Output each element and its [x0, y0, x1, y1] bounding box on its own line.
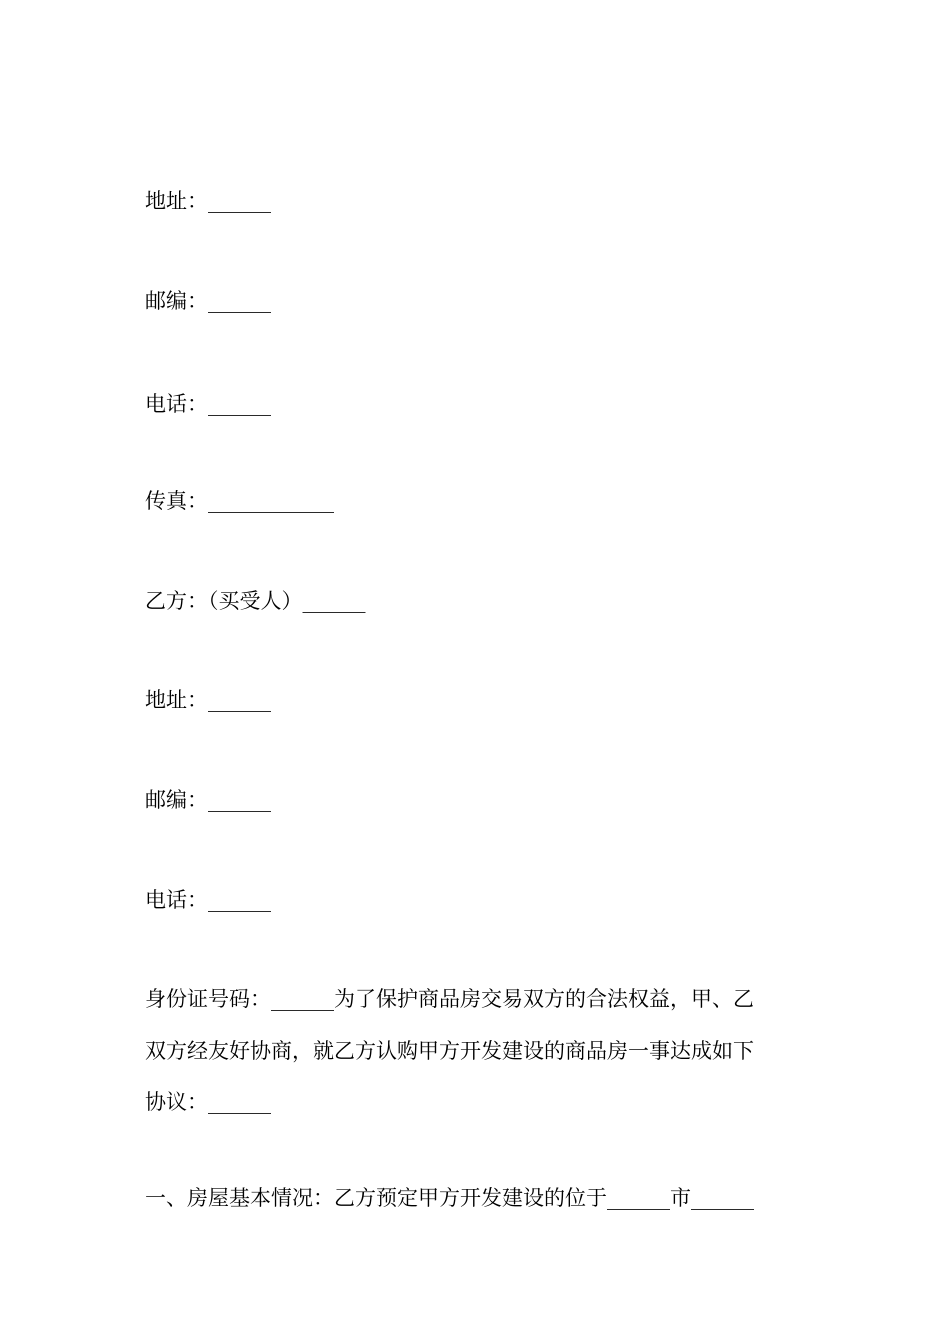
- id-number-paragraph-line-1: 身份证号码：______为了保护商品房交易双方的合法权益，甲、乙: [145, 987, 754, 1011]
- buyer-postcode-line: 邮编：______: [145, 788, 271, 812]
- buyer-address-line: 地址：______: [145, 688, 271, 712]
- buyer-phone-line: 电话：______: [145, 888, 271, 912]
- seller-phone-line: 电话：______: [145, 392, 271, 416]
- id-number-paragraph-line-2: 双方经友好协商，就乙方认购甲方开发建设的商品房一事达成如下: [145, 1039, 754, 1063]
- seller-postcode-line: 邮编：______: [145, 289, 271, 313]
- seller-address-line: 地址：______: [145, 189, 271, 213]
- buyer-party-line: 乙方：（买受人）______: [145, 589, 366, 613]
- seller-fax-line: 传真：____________: [145, 489, 334, 513]
- id-number-paragraph-line-3: 协议：______: [145, 1090, 271, 1114]
- clause-one-line-1: 一、房屋基本情况：乙方预定甲方开发建设的位于______市______: [145, 1186, 754, 1210]
